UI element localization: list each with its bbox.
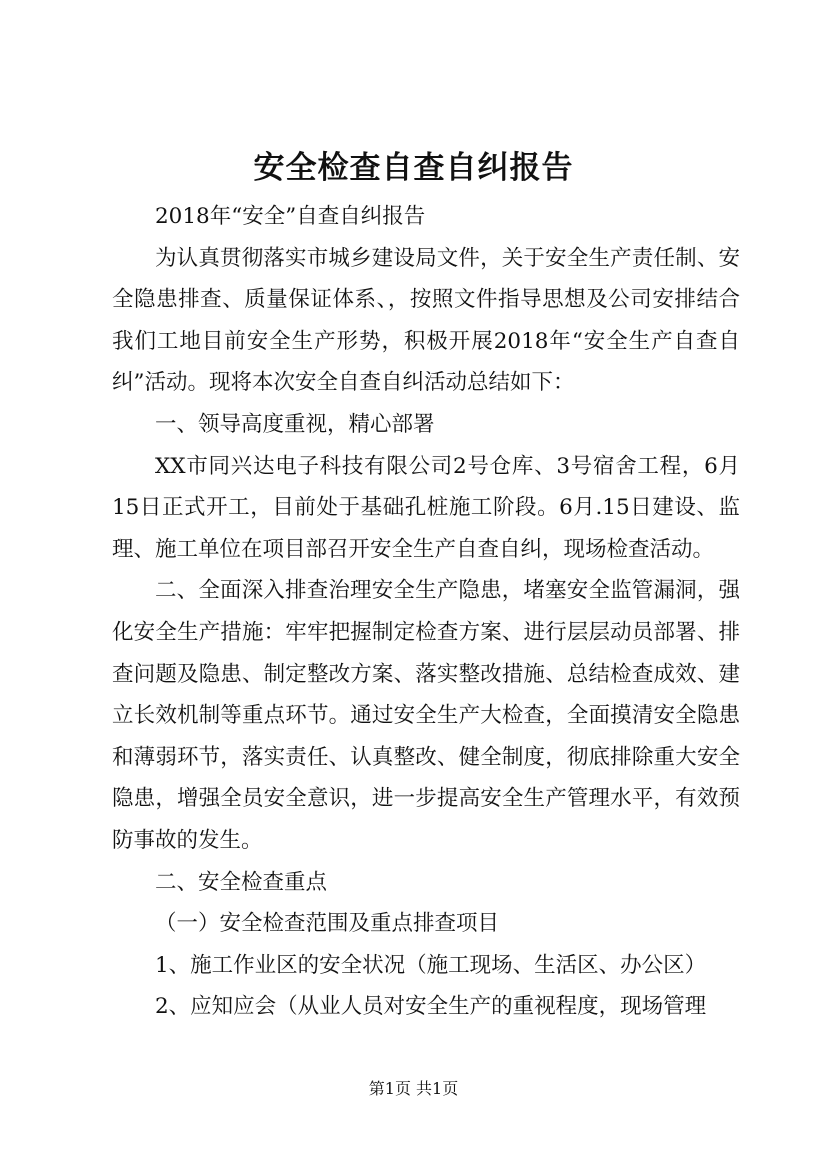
- subtitle-paragraph: 2018年“安全”自查自纠报告: [155, 204, 426, 229]
- document-body: [112, 196, 740, 1028]
- list-item-2: 2、应知应会（从业人员对安全生产的重视程度，现场管理: [155, 994, 707, 1020]
- hazard-paragraph: 二、全面深入排查治理安全生产隐患，堵塞安全监管漏洞，强化安全生产措施：牢牢把握制定检查方案、进行层层动员部署、排查问题及隐患、制定整改方案、落实整改措施、总结检查成效、建立长效机制等重点环节。通过安全生产大检查，全面摸清安全隐患和薄弱环节，落实责任、认真整改、健全制度，彻底排除重大安全隐患，增强全员安全意识，进一步提高安全生产管理水平，有效预防事故的发生。: [112, 578, 740, 853]
- page-footer: 第1页 共1页: [368, 1079, 459, 1098]
- section-heading-focus: 二、安全检查重点: [155, 869, 328, 895]
- document-title: 安全检查自查自纠报告: [253, 150, 574, 186]
- intro-paragraph: 为认真贯彻落实市城乡建设局文件，关于安全生产责任制、安全隐患排查、质量保证体系、，按照文件指导思想及公司安排结合我们工地目前安全生产形势，积极开展2018年“安全生产自查自纠”活动。现将本次安全自查自纠活动总结如下：: [112, 245, 740, 396]
- project-paragraph: XX市同兴达电子科技有限公司2号仓库、3号宿舍工程，6月15日正式开工，目前处于基础孔桩施工阶段。6月.15日建设、监理、施工单位在项目部召开安全生产自查自纠，现场检查活动。: [112, 453, 740, 562]
- subsection-heading-scope: （一）安全检查范围及重点排查项目: [155, 911, 500, 937]
- section-heading-leadership: 一、领导高度重视，精心部署: [155, 411, 435, 437]
- list-item-1: 1、施工作业区的安全状况（施工现场、生活区、办公区）: [155, 952, 707, 978]
